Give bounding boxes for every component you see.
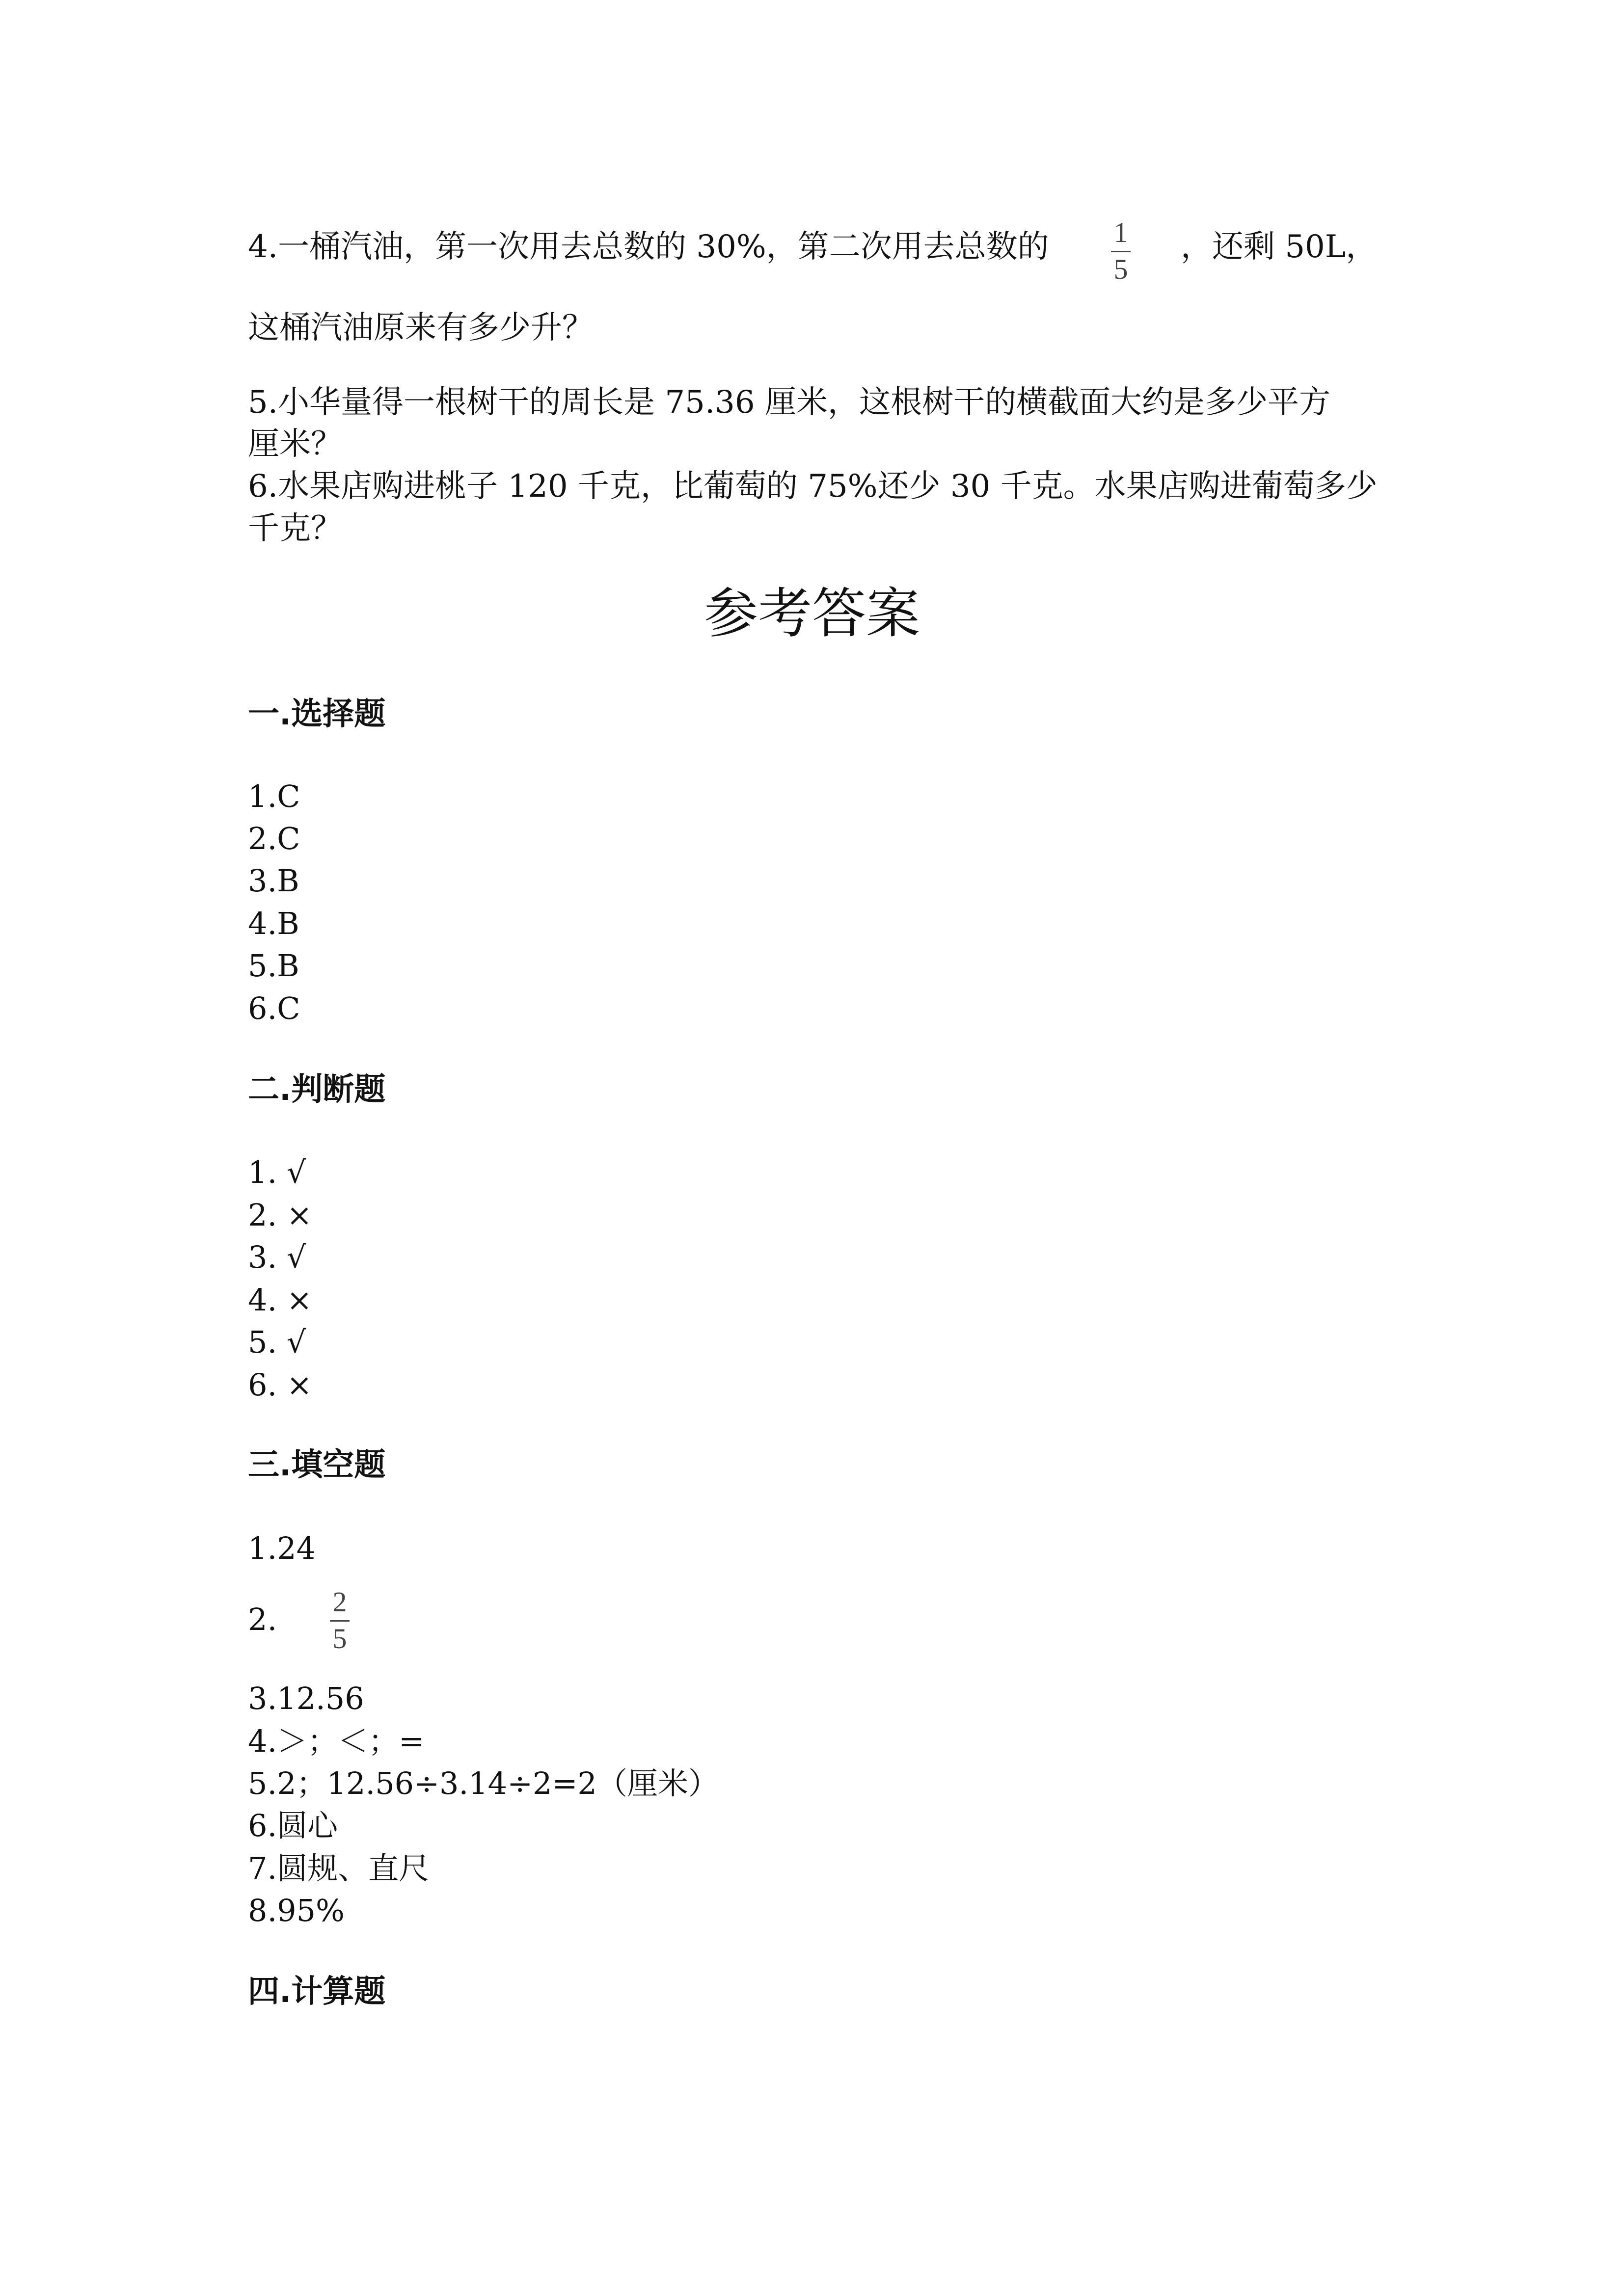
answer-item: 1.24 <box>248 1530 316 1566</box>
fraction-numerator: 1 <box>1113 216 1128 248</box>
answer-item: 7.圆规、直尺 <box>248 1850 430 1886</box>
answer-item: 5. √ <box>248 1324 306 1360</box>
fraction-denominator: 5 <box>332 1623 347 1655</box>
fraction-denominator: 5 <box>1113 253 1128 285</box>
fraction-numerator: 2 <box>332 1586 347 1618</box>
question-5-line1: 5.小华量得一根树干的周长是 75.36 厘米，这根树干的横截面大约是多少平方 <box>248 384 1330 421</box>
section-heading-choice: 一.选择题 <box>248 696 386 732</box>
answer-item: 8.95% <box>248 1893 345 1928</box>
question-6-line2: 千克？ <box>248 510 342 547</box>
question-6-line1: 6.水果店购进桃子 120 千克，比葡萄的 75%还少 30 千克。水果店购进葡萄多少 <box>248 468 1378 505</box>
answer-item: 1. √ <box>248 1154 306 1190</box>
section-heading-judgement: 二.判断题 <box>248 1071 386 1108</box>
answer-item-label: 2. <box>248 1602 277 1637</box>
question-4-line1-end: ，还剩 50L， <box>1181 229 1378 265</box>
answer-item: 6.C <box>248 990 300 1026</box>
answer-item: 2.C <box>248 821 300 856</box>
answer-item: 2. × <box>248 1197 312 1233</box>
answer-item: 1.C <box>248 778 300 814</box>
section-heading-fill-blank: 三.填空题 <box>248 1447 386 1483</box>
fraction-bar <box>1111 251 1131 252</box>
question-5-line2: 厘米？ <box>248 426 342 462</box>
question-4-line2: 这桶汽油原来有多少升？ <box>248 310 594 346</box>
answer-item: 5.2；12.56÷3.14÷2=2（厘米） <box>248 1765 719 1801</box>
answer-item: 4.B <box>248 906 299 941</box>
section-heading-calculation: 四.计算题 <box>248 1974 386 2010</box>
answer-fraction <box>330 1588 350 1653</box>
answer-item: 4. × <box>248 1282 312 1318</box>
answer-item: 6.圆心 <box>248 1808 338 1843</box>
answer-item: 4.＞；＜；= <box>248 1723 425 1759</box>
answer-item: 3. √ <box>248 1239 306 1275</box>
question-4-fraction <box>1111 218 1131 284</box>
answer-item: 3.B <box>248 863 299 899</box>
fraction-bar <box>330 1620 350 1622</box>
answer-title: 参考答案 <box>704 582 920 645</box>
answer-item: 5.B <box>248 948 299 984</box>
answer-item: 6. × <box>248 1367 312 1403</box>
answer-item: 3.12.56 <box>248 1681 364 1716</box>
question-4-line1: 4.一桶汽油，第一次用去总数的 30%，第二次用去总数的 <box>248 229 1049 265</box>
